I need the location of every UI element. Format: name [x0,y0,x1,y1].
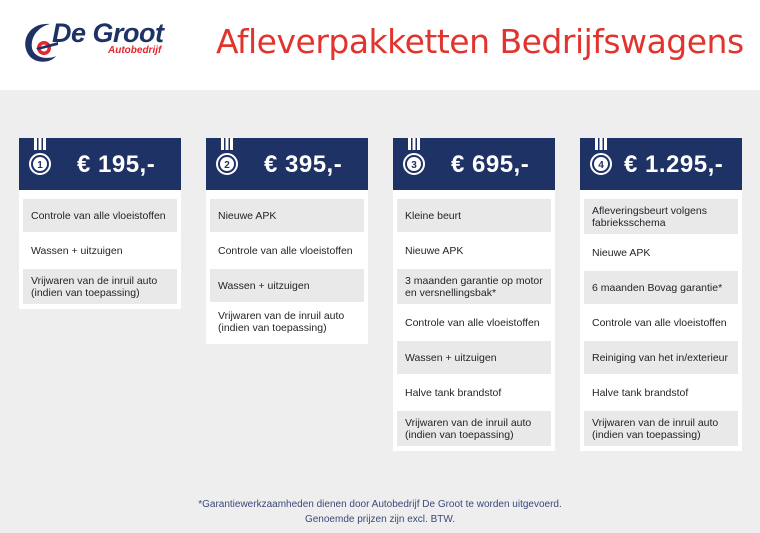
package-item: Kleine beurt [397,199,551,232]
package-item: Vrijwaren van de inruil auto (indien van toepassing) [23,269,177,304]
package-header [580,138,742,190]
medal-number: 3 [411,160,417,171]
medal-icon [588,138,614,182]
package-item: Halve tank brandstof [592,386,689,399]
package-header [206,138,368,190]
package-item: Vrijwaren van de inruil auto (indien van toepassing) [397,411,551,446]
package-card-2 [206,138,368,344]
package-card-1 [19,138,181,309]
package-item: Halve tank brandstof [405,386,502,399]
header [0,0,760,90]
package-header [393,138,555,190]
package-price: € 695,- [451,151,530,178]
package-card-4 [580,138,742,451]
package-card-3 [393,138,555,451]
package-item: Controle van alle vloeistoffen [218,244,353,257]
package-price: € 195,- [77,151,156,178]
package-item: Wassen + uitzuigen [397,341,551,374]
medal-number: 1 [37,160,43,171]
package-price: € 395,- [264,151,343,178]
logo-name: De Groot [52,18,164,48]
package-item: Controle van alle vloeistoffen [23,199,177,232]
package-item: Vrijwaren van de inruil auto (indien van toepassing) [584,411,738,446]
package-item: Nieuwe APK [592,246,651,259]
package-item: Reiniging van het in/exterieur [584,341,738,374]
package-item: Nieuwe APK [405,244,464,257]
package-item: Controle van alle vloeistoffen [405,316,540,329]
medal-icon [214,138,240,182]
package-items [393,190,555,451]
package-item: Vrijwaren van de inruil auto (indien van toepassing) [218,309,345,334]
package-item: Controle van alle vloeistoffen [592,316,727,329]
package-item: 6 maanden Bovag garantie* [584,271,738,304]
footnote-line-1: *Garantiewerkzaamheden dienen door Autobedrijf De Groot te worden uitgevoerd. [198,499,562,510]
package-items [19,190,181,309]
package-items [580,190,742,451]
package-item: 3 maanden garantie op motor en versnellingsbak* [397,269,551,304]
medal-icon [27,138,53,182]
medal-number: 4 [598,160,604,171]
logo [20,18,180,78]
logo-subtitle: Autobedrijf [108,45,162,56]
footnote-line-2: Genoemde prijzen zijn excl. BTW. [304,514,456,525]
package-header [19,138,181,190]
package-item: Nieuwe APK [210,199,364,232]
medal-icon [401,138,427,182]
package-price: € 1.295,- [624,151,724,178]
page-title: Afleverpakketten Bedrijfswagens [216,22,744,61]
package-items [206,190,368,344]
footnote [0,497,760,527]
medal-number: 2 [224,160,230,171]
package-item: Wassen + uitzuigen [210,269,364,302]
package-item: Afleveringsbeurt volgens fabrieksschema [584,199,738,234]
package-item: Wassen + uitzuigen [31,244,123,257]
